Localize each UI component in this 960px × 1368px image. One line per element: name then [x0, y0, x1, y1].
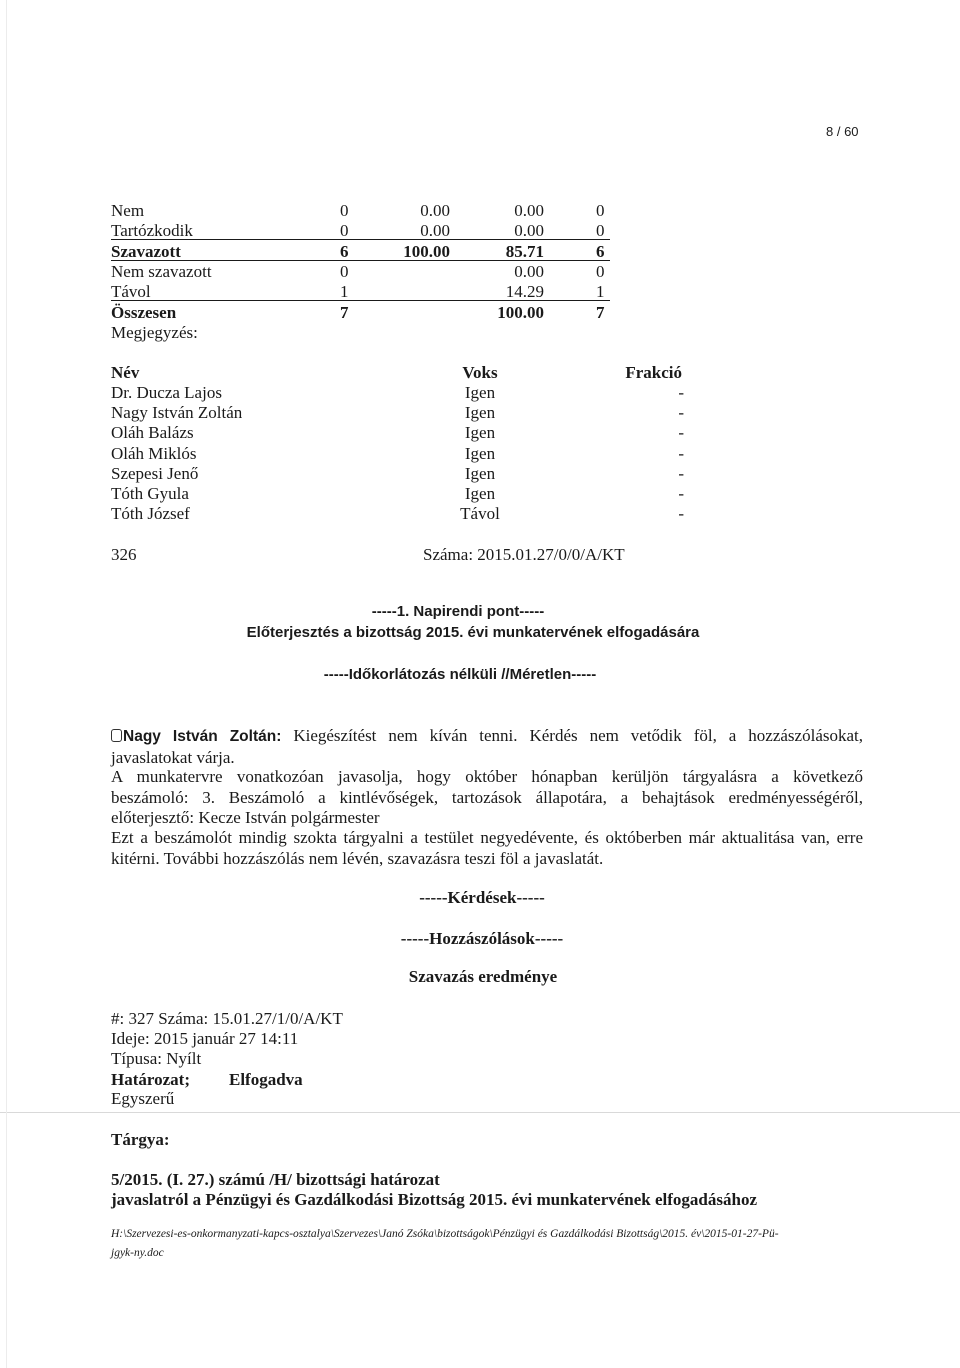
stat-label: Szavazott — [111, 241, 181, 261]
decision-date: Ideje: 2015 január 27 14:11 — [111, 1029, 299, 1048]
decision-type: Típusa: Nyílt — [111, 1049, 202, 1068]
agenda-subtitle: Előterjesztés a bizottság 2015. évi munkatervének elfogadására — [246, 624, 700, 641]
stat-count: 1 — [340, 282, 349, 302]
subject-line: javaslatról a Pénzügyi és Gazdálkodási Bizottság 2015. évi munkatervének elfogadásához — [111, 1190, 757, 1209]
row-underline — [111, 239, 610, 240]
stat-count: 0 — [340, 261, 349, 281]
paragraph-text: Ezt a beszámolót mindig szokta tárgyalni a testület negyedévente, és októberben már aktualitása van, erre — [111, 828, 863, 847]
voter-name: Tóth Gyula — [111, 484, 189, 503]
stat-label: Tartózkodik — [111, 221, 193, 241]
vote-value: Igen — [464, 484, 496, 503]
stat-pct-total: 0.00 — [514, 261, 544, 281]
stat-count: 0 — [340, 201, 349, 220]
stat-fraction: 6 — [596, 241, 605, 261]
page-number: 8 / 60 — [826, 124, 859, 139]
paragraph-text: előterjesztő: Kecze István polgármester — [111, 808, 380, 827]
proposal-paragraph — [111, 767, 863, 829]
stat-count: 7 — [340, 302, 349, 322]
vote-value: Igen — [464, 383, 496, 402]
vote-value: Igen — [464, 403, 496, 423]
vote-value: Igen — [464, 423, 496, 443]
stat-pct-total: 100.00 — [497, 302, 544, 322]
closing-paragraph — [111, 828, 863, 869]
vote-value: Távol — [460, 504, 500, 524]
comments-heading: -----Hozzászólások----- — [400, 929, 564, 948]
paragraph-text: kitérni. További hozzászólás nem lévén, szavazásra teszi föl a javaslatát. — [111, 848, 604, 868]
paragraph-text: javaslatokat várja. — [111, 747, 235, 767]
decision-majority: Egyszerű — [111, 1089, 175, 1108]
faction-value: - — [678, 403, 684, 423]
time-limit-note: -----Időkorlátozás nélküli //Méretlen----- — [323, 666, 597, 683]
file-path-footer: H:\Szervezesi-es-onkormanyzati-kapcs-osztalya\Szervezes\Janó Zsóka\bizottságok\Pénzügyi és Gazdálkodási Bizottság\2015. év\2015-01-27-Pü- — [111, 1228, 779, 1240]
row-underline — [111, 300, 610, 301]
faction-value: - — [678, 484, 684, 503]
stat-pct-voted: 0.00 — [420, 221, 450, 241]
stat-label: Összesen — [111, 302, 177, 322]
subject-line: 5/2015. (I. 27.) számú /H/ bizottsági határozat — [111, 1170, 440, 1189]
checkbox-icon — [111, 729, 122, 742]
column-header-faction: Frakció — [625, 363, 682, 382]
vote-value: Igen — [464, 443, 496, 463]
stat-label: Távol — [111, 282, 151, 302]
voter-name: Szepesi Jenő — [111, 463, 199, 483]
column-header-name: Név — [111, 363, 140, 382]
stat-label: Nem szavazott — [111, 261, 212, 281]
column-header-vote: Voks — [462, 363, 498, 382]
faction-value: - — [678, 443, 684, 463]
stat-pct-total: 0.00 — [514, 221, 544, 241]
note-label: Megjegyzés: — [111, 322, 198, 342]
scan-artifact-line — [6, 0, 7, 1368]
stat-count: 6 — [340, 241, 349, 261]
file-path-footer: jgyk-ny.doc — [111, 1247, 164, 1259]
faction-value: - — [678, 383, 684, 402]
decision-number: #: 327 Száma: 15.01.27/1/0/A/KT — [111, 1009, 343, 1028]
voter-name: Tóth József — [111, 504, 190, 524]
row-underline — [111, 260, 610, 261]
scan-artifact-line — [0, 1112, 960, 1113]
questions-heading: -----Kérdések----- — [419, 888, 545, 907]
voter-name: Dr. Ducza Lajos — [111, 383, 222, 402]
stat-pct-total: 0.00 — [514, 201, 544, 220]
stat-fraction: 7 — [596, 302, 605, 322]
item-number: 326 — [111, 545, 137, 564]
stat-pct-voted: 100.00 — [403, 241, 450, 261]
stat-pct-voted: 0.00 — [420, 201, 450, 220]
faction-value: - — [678, 504, 684, 524]
stat-pct-total: 85.71 — [505, 241, 544, 261]
stat-pct-total: 14.29 — [505, 282, 544, 302]
speaker-paragraph — [111, 726, 863, 768]
agenda-title: -----1. Napirendi pont----- — [371, 603, 545, 620]
voter-name: Oláh Balázs — [111, 423, 194, 443]
decision-status: Elfogadva — [229, 1070, 303, 1089]
stat-fraction: 0 — [596, 261, 605, 281]
vote-value: Igen — [464, 463, 496, 483]
paragraph-text: Kiegészítést nem kíván tenni. Kérdés nem vetődik föl, a hozzászólásokat, — [281, 726, 864, 745]
voter-name: Oláh Miklós — [111, 443, 197, 463]
item-registration-number: Száma: 2015.01.27/0/0/A/KT — [423, 545, 625, 564]
speaker-name: Nagy István Zoltán: — [123, 728, 282, 745]
faction-value: - — [678, 463, 684, 483]
paragraph-text: beszámoló: 3. Beszámoló a kintlévőségek, tartozások állapotára, a behajtások eredményességéről, — [111, 787, 863, 807]
paragraph-text: A munkatervre vonatkozóan javasolja, hogy október hónapban kerüljön tárgyalásra a következő — [111, 767, 863, 786]
vote-result-heading: Szavazás eredménye — [408, 967, 558, 986]
stat-count: 0 — [340, 221, 349, 241]
voter-name: Nagy István Zoltán — [111, 403, 243, 423]
subject-label: Tárgya: — [111, 1130, 170, 1149]
stat-fraction: 1 — [596, 282, 605, 302]
stat-fraction: 0 — [596, 221, 605, 241]
stat-label: Nem — [111, 201, 145, 220]
decision-kind: Határozat; — [111, 1070, 190, 1089]
stat-fraction: 0 — [596, 201, 605, 220]
faction-value: - — [678, 423, 684, 443]
